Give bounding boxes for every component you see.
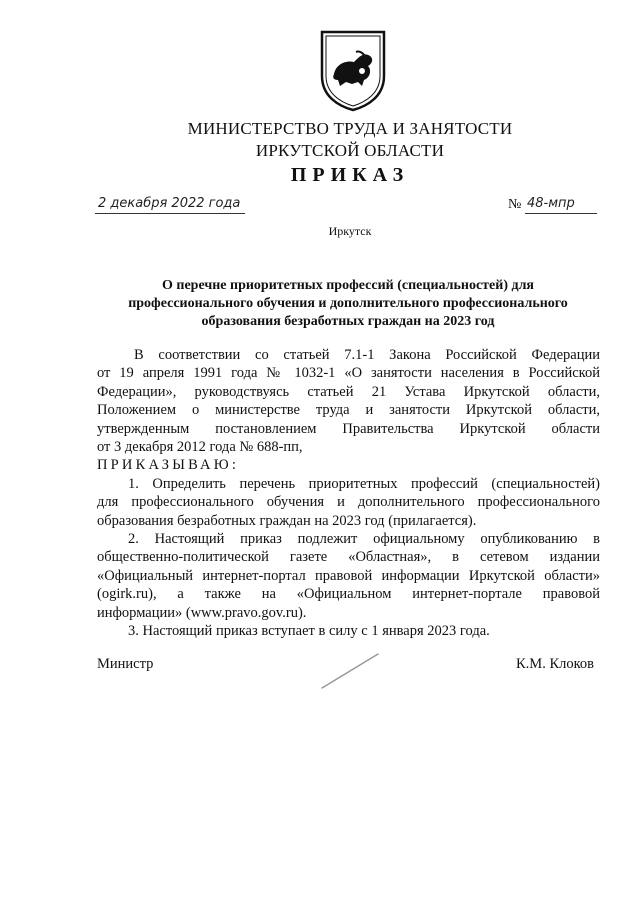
- signer-title: Министр: [97, 656, 154, 672]
- document-heading: [98, 277, 598, 331]
- body-line: от 19 апреля 1991 года № 1032-1 «О занятости населения в Российской: [97, 365, 600, 382]
- number-label: №: [508, 197, 522, 212]
- heading-line: профессионального обучения и дополнительного профессионального: [128, 296, 568, 311]
- date-underline: [95, 213, 245, 214]
- body-line: Федерации», руководствуясь статьей 21 Устава Иркутской области,: [97, 383, 600, 400]
- order-word: ПРИКАЗЫВАЮ:: [97, 457, 240, 474]
- body-line: 1. Определить перечень приоритетных профессий (специальностей): [128, 475, 600, 492]
- body-line: В соответствии со статьей 7.1-1 Закона Российской Федерации: [134, 347, 600, 363]
- body-line: общественно-политической газете «Областная», в сетевом издании: [97, 549, 600, 566]
- body-line: утвержденным постановлением Правительства Иркутской области: [97, 420, 600, 437]
- body-line: «Официальный интернет-портал правовой информации Иркутской области»: [97, 567, 600, 584]
- body-line: 2. Настоящий приказ подлежит официальному опубликованию в: [128, 531, 600, 548]
- body-line: для профессионального обучения и дополнительного профессионального: [97, 494, 600, 511]
- body-line: от 3 декабря 2012 года № 688-пп,: [97, 439, 303, 456]
- coat-of-arms-icon: [316, 26, 390, 112]
- heading-line: образования безработных граждан на 2023 год: [201, 314, 495, 329]
- body-line: (ogirk.ru), а также на «Официальном интернет-портале правовой: [97, 586, 600, 603]
- city-name: Иркутск: [328, 224, 372, 238]
- handwritten-number: 48-мпр: [527, 196, 575, 211]
- ministry-name-line2: ИРКУТСКОЙ ОБЛАСТИ: [255, 141, 445, 160]
- body-line: образования безработных граждан на 2023 год (прилагается).: [97, 512, 477, 529]
- document-body: [97, 346, 600, 641]
- ministry-name-line1: МИНИСТЕРСТВО ТРУДА И ЗАНЯТОСТИ: [187, 119, 513, 138]
- signature-placeholder-mark: [312, 640, 432, 702]
- number-underline: [525, 213, 597, 214]
- document-type: ПРИКАЗ: [290, 164, 410, 186]
- body-line: 3. Настоящий приказ вступает в силу с 1 января 2023 года.: [128, 623, 490, 640]
- body-line: Положением о министерстве труда и занятости Иркутской области,: [97, 402, 600, 419]
- signer-name: К.М. Клоков: [516, 656, 595, 672]
- body-line: информации» (www.pravo.gov.ru).: [97, 604, 307, 621]
- handwritten-date: 2 декабря 2022 года: [98, 196, 241, 211]
- heading-line: О перечне приоритетных профессий (специальностей) для: [162, 278, 534, 293]
